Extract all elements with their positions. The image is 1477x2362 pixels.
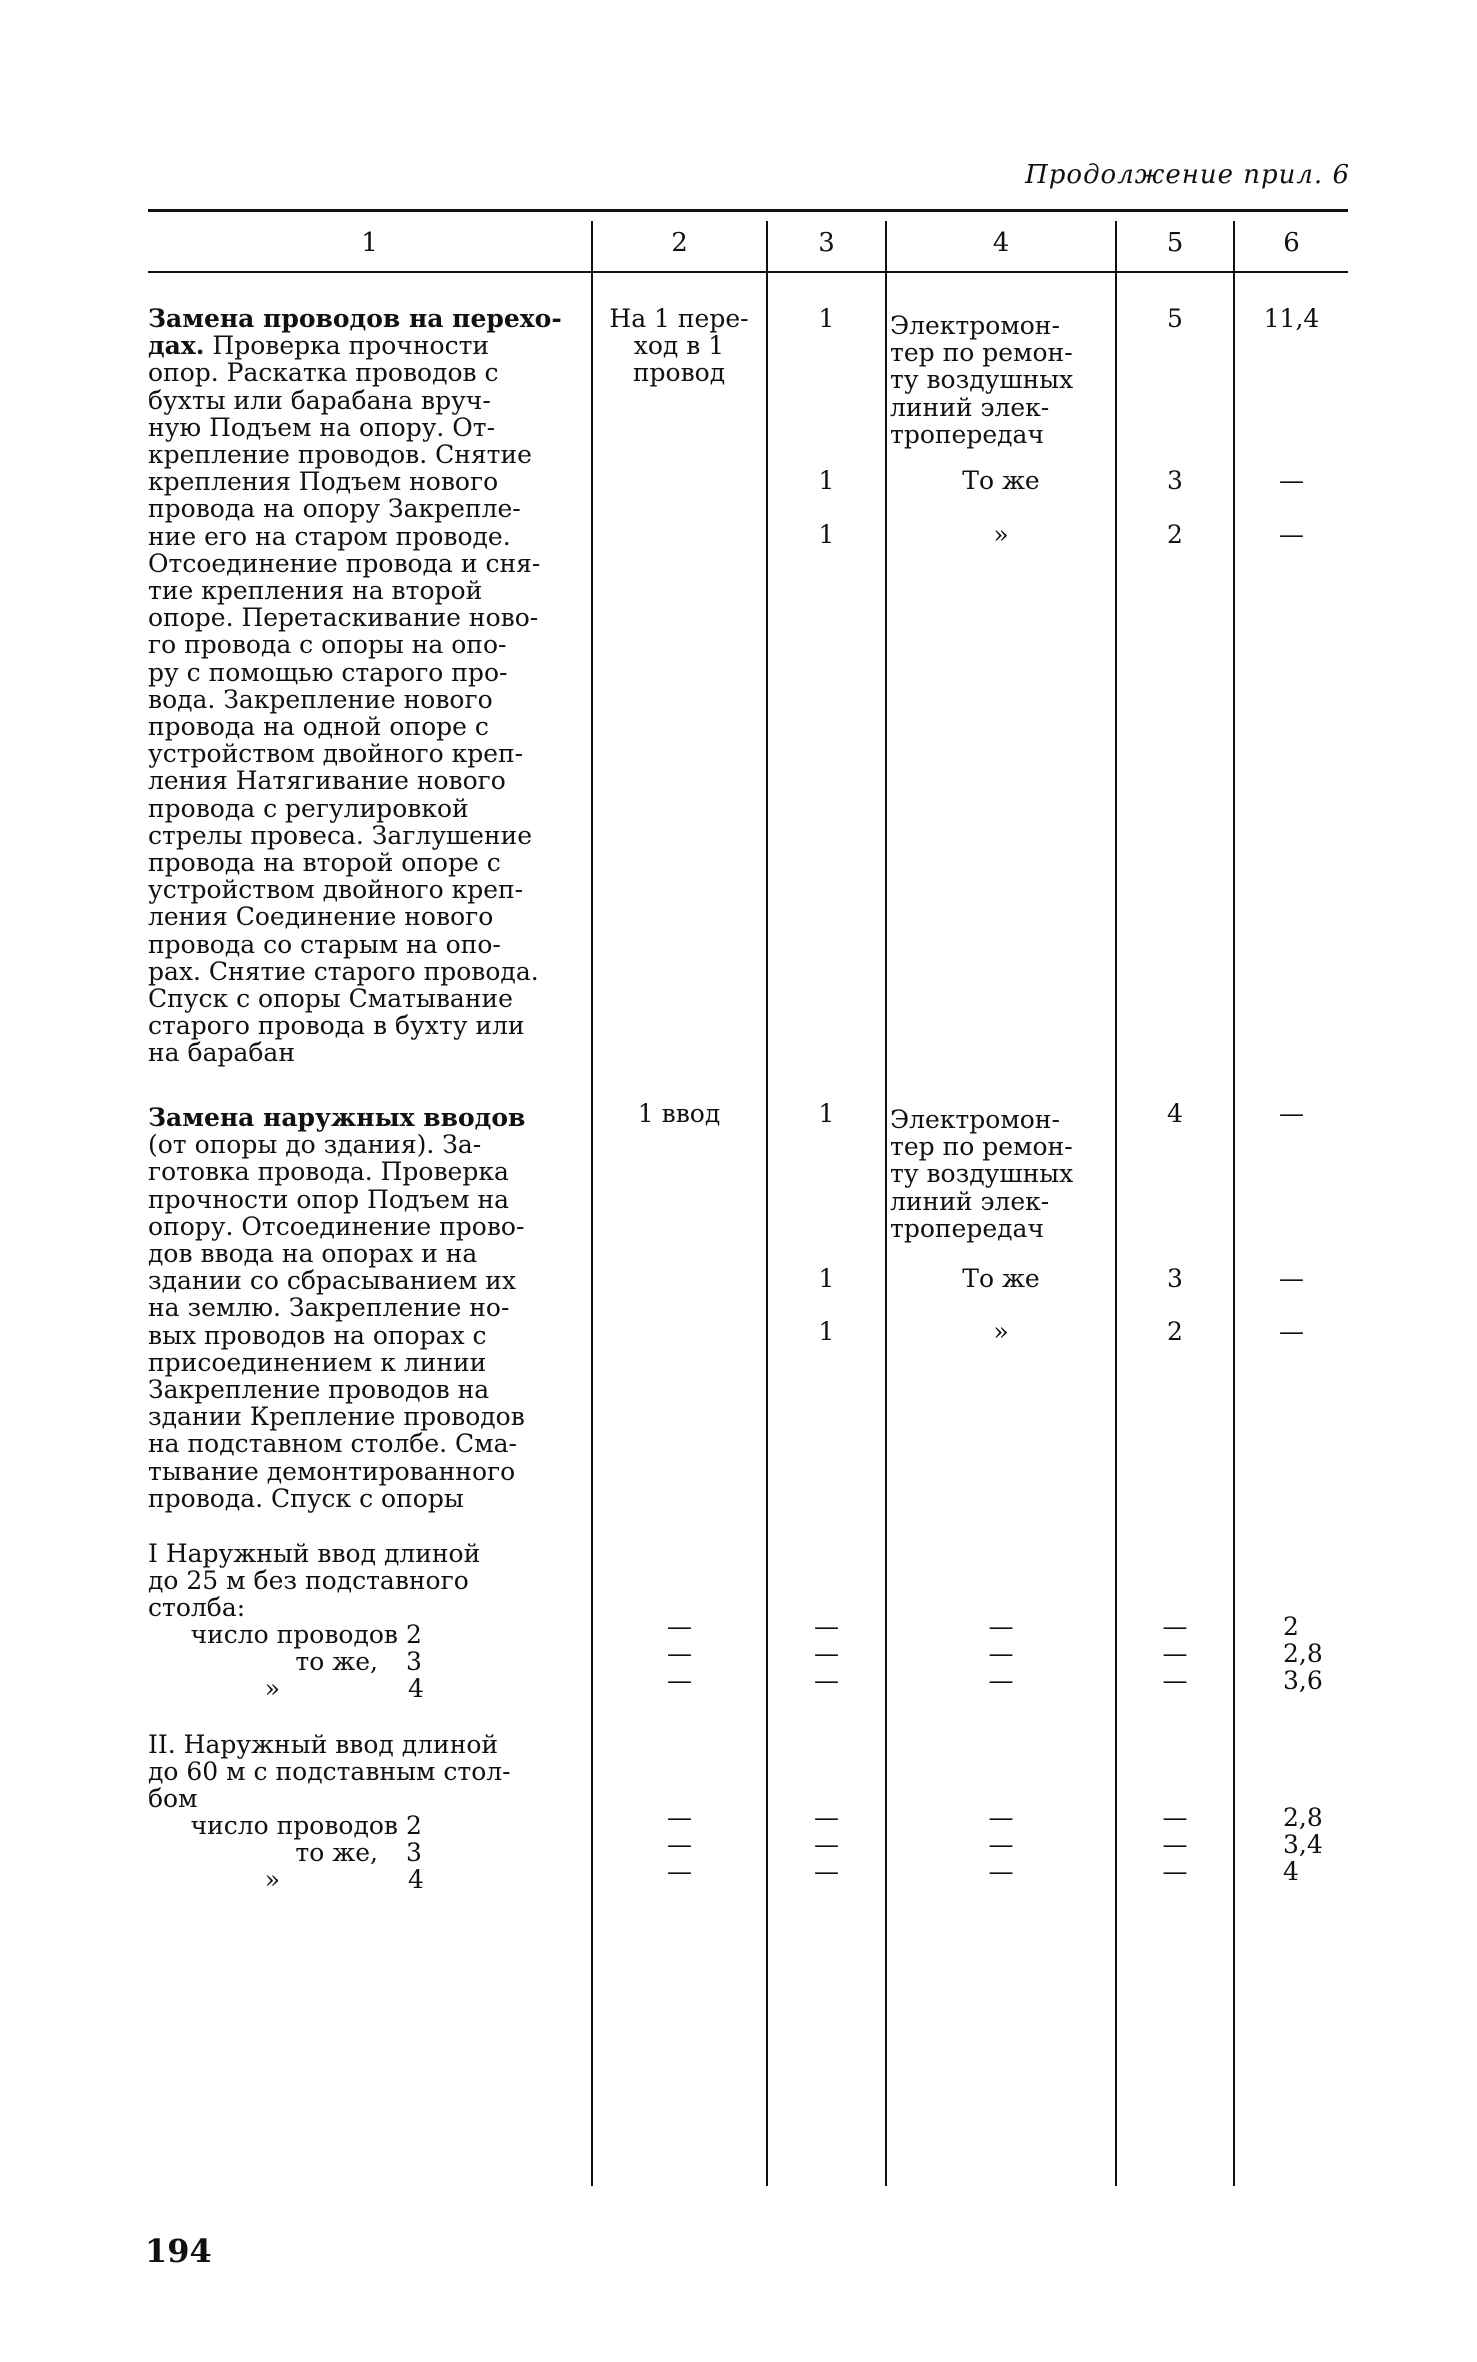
subsection-1-count: 2 bbox=[406, 1620, 422, 1649]
column-divider bbox=[1115, 221, 1117, 2186]
row-1-description bbox=[148, 305, 580, 1067]
page-header: Продолжение прил. 6 bbox=[1025, 160, 1350, 190]
row-1-title: Замена проводов на перехо- дах. bbox=[148, 304, 562, 361]
column-header-6: 6 bbox=[1283, 228, 1300, 258]
row-1-unit: На 1 пере- ход в 1 провод bbox=[609, 304, 749, 388]
row-1-col5-c: 2 bbox=[1167, 520, 1183, 549]
subsection-1-label: » bbox=[264, 1674, 280, 1704]
subsection-1-col2: — — — bbox=[667, 1612, 692, 1696]
row-1-col4-b: То же bbox=[962, 466, 1040, 495]
subsection-2-col5: — — — bbox=[1162, 1803, 1188, 1887]
column-divider bbox=[766, 221, 768, 2186]
row-2-col3-a: 1 bbox=[818, 1099, 835, 1128]
row-2-col6-a: — bbox=[1279, 1099, 1304, 1128]
row-2-col3-b: 1 bbox=[818, 1264, 835, 1293]
subsection-1-col3: — — — bbox=[814, 1612, 839, 1696]
subsection-1-col4: — — — bbox=[988, 1612, 1014, 1696]
row-1-col4-c: » bbox=[993, 520, 1009, 549]
row-2-col6-c: — bbox=[1279, 1317, 1304, 1346]
row-2-col5-a: 4 bbox=[1167, 1099, 1183, 1128]
subsection-2-label: » bbox=[264, 1865, 280, 1895]
column-divider bbox=[885, 221, 887, 2186]
row-2-col3-c: 1 bbox=[818, 1317, 835, 1346]
column-header-2: 2 bbox=[671, 228, 688, 258]
subsection-2-col2: — — — bbox=[667, 1803, 692, 1887]
row-2-col5-c: 2 bbox=[1167, 1317, 1183, 1346]
subsection-1-col5: — — — bbox=[1162, 1612, 1188, 1696]
row-2-col4-a: Электромон- тер по ремон- ту воздушных линий элек- тропередач bbox=[890, 1105, 1074, 1243]
subsection-2-label: то же, bbox=[295, 1838, 378, 1868]
row-1-col5-b: 3 bbox=[1167, 466, 1183, 495]
subsection-2-col4: — — — bbox=[988, 1803, 1014, 1887]
column-divider bbox=[591, 221, 593, 2186]
row-2-unit: 1 ввод bbox=[637, 1099, 721, 1128]
subsection-2-count: 2 bbox=[406, 1811, 422, 1840]
row-2-col5-b: 3 bbox=[1167, 1264, 1183, 1293]
column-header-4: 4 bbox=[992, 228, 1010, 258]
subsection-2-count: 3 bbox=[406, 1838, 422, 1868]
row-2-col4-c: » bbox=[993, 1317, 1009, 1346]
column-header-5: 5 bbox=[1166, 228, 1184, 258]
subsection-2-col3: — — — bbox=[814, 1803, 839, 1887]
row-2-title: Замена наружных вводов bbox=[148, 1103, 526, 1132]
row-2-description-text: (от опоры до здания). За- готовка провода. Проверка прочности опор Подъем на опору. Отсоединение прово- дов ввода на опорах и на здании со сбрасыванием их на землю. Закрепление но- вых проводов на опорах с присоединением к линии Закрепление проводов на здании Крепление проводов на подставном столбе. Сма- тывание демонтированного провода. Спуск с опоры bbox=[148, 1130, 525, 1513]
row-1-col6-a: 11,4 bbox=[1263, 304, 1320, 333]
row-2-col4-b: То же bbox=[962, 1264, 1040, 1293]
subsection-2-col6: 2,8 3,4 4 bbox=[1283, 1803, 1323, 1887]
table-top-rule bbox=[148, 209, 1348, 212]
row-1-col6-b: — bbox=[1279, 466, 1304, 495]
row-1-description-text: Проверка прочности опор. Раскатка проводов с бухты или барабана вруч- ную Подъем на опору. От- крепление проводов. Снятие крепления Подъем нового провода на опору Закрепле- ние его на старом проводе. Отсоединение провода и сня- тие крепления на второй опоре. Перетаскивание ново- го провода с опоры на опо- ру с помощью старого про- вода. Закрепление нового провода на одной опоре с устройством двойного креп- ления Натягивание нового провода с регулировкой стрелы провеса. Заглушение провода на второй опоре с устройством двойного креп- ления Соединение нового провода со старым на опо- рах. Снятие старого провода. Спуск с опоры Сматывание старого провода в бухту или на барабан bbox=[148, 331, 541, 1068]
column-header-1: 1 bbox=[361, 228, 378, 258]
row-2-col6-b: — bbox=[1279, 1264, 1304, 1293]
row-1-col3-a: 1 bbox=[818, 304, 835, 333]
subsection-2-heading: II. Наружный ввод длиной до 60 м с подставным стол- бом bbox=[148, 1730, 511, 1814]
subsection-2-count: 4 bbox=[408, 1865, 424, 1895]
subsection-1-col6: 2 2,8 3,6 bbox=[1283, 1612, 1323, 1696]
table-header-rule bbox=[148, 271, 1348, 273]
column-divider bbox=[1233, 221, 1235, 2186]
row-1-col4-a: Электромон- тер по ремон- ту воздушных линий элек- тропередач bbox=[890, 311, 1074, 449]
page-number: 194 bbox=[145, 2232, 212, 2270]
subsection-1-label: то же, bbox=[295, 1647, 378, 1677]
subsection-1-count: 3 bbox=[406, 1647, 422, 1677]
row-2-description bbox=[148, 1104, 580, 1512]
row-1-col5-a: 5 bbox=[1167, 304, 1183, 333]
subsection-1-lines bbox=[148, 1621, 580, 1703]
row-1-col3-b: 1 bbox=[818, 466, 835, 495]
column-header-3: 3 bbox=[818, 228, 835, 258]
row-1-col6-c: — bbox=[1279, 520, 1304, 549]
row-1-col3-c: 1 bbox=[818, 520, 835, 549]
subsection-2-lines bbox=[148, 1812, 580, 1894]
subsection-2-label: число проводов bbox=[190, 1811, 398, 1840]
subsection-1-heading: I Наружный ввод длиной до 25 м без подставного столба: bbox=[148, 1539, 481, 1623]
subsection-1-label: число проводов bbox=[190, 1620, 398, 1649]
subsection-1-count: 4 bbox=[408, 1674, 424, 1704]
